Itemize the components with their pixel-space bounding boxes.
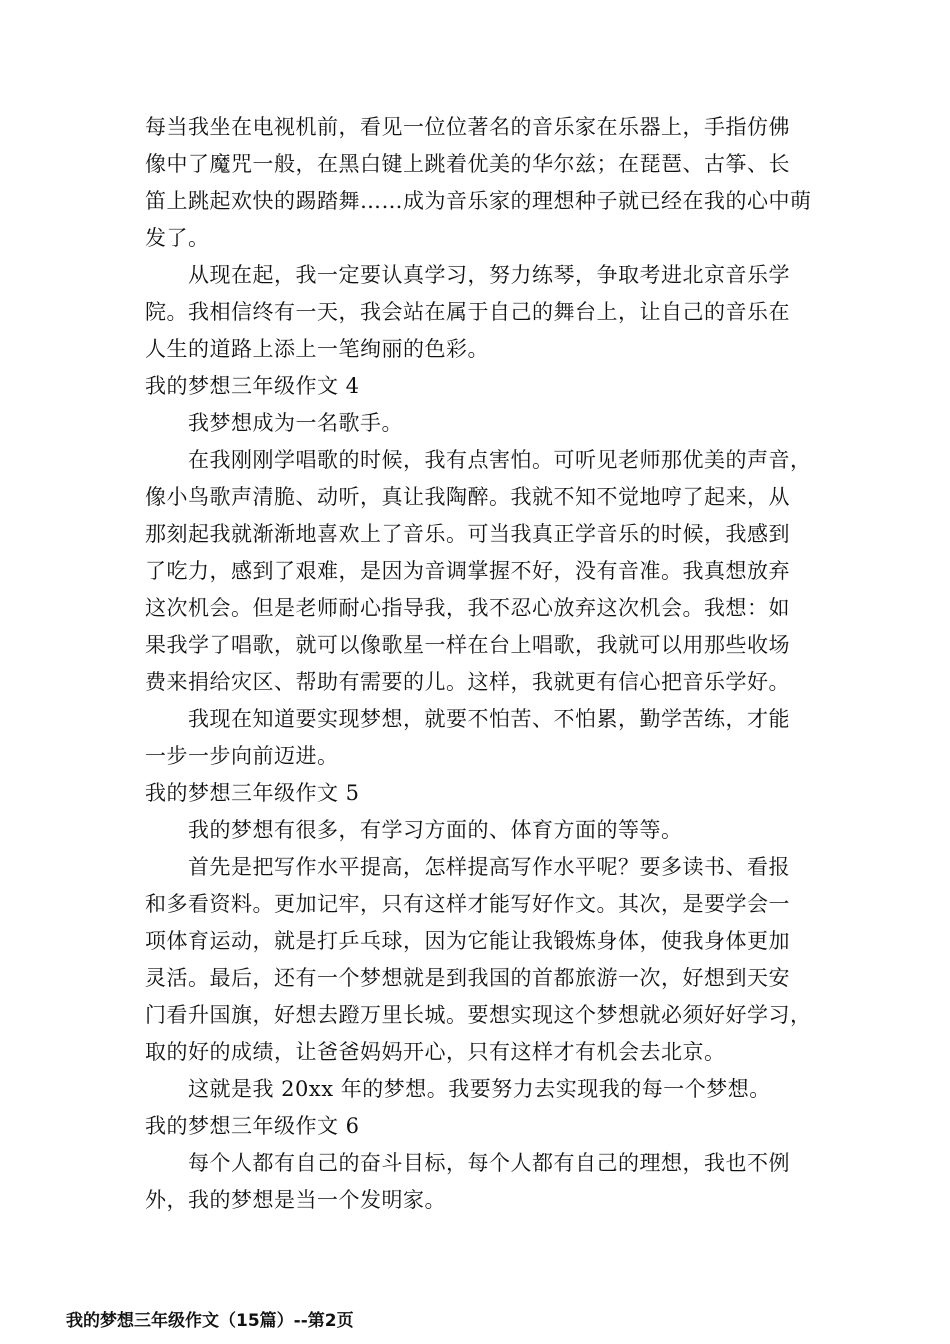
text-line: 笛上跳起欢快的踢踏舞……成为音乐家的理想种子就已经在我的心中萌 [145, 189, 812, 213]
text-line: 这次机会。但是老师耐心指导我，我不忍心放弃这次机会。我想：如 [145, 596, 790, 620]
page-footer: 我的梦想三年级作文（15篇）--第2页 [66, 1311, 354, 1331]
text-line: 果我学了唱歌，就可以像歌星一样在台上唱歌，我就可以用那些收场 [145, 633, 790, 657]
text-line: 像中了魔咒一般，在黑白键上跳着优美的华尔兹；在琵琶、古筝、长 [145, 152, 790, 176]
text-line: 这就是我 20xx 年的梦想。我要努力去实现我的每一个梦想。 [188, 1077, 771, 1101]
text-line: 像小鸟歌声清脆、动听，真让我陶醉。我就不知不觉地哼了起来，从 [145, 485, 790, 509]
text-line: 我现在知道要实现梦想，就要不怕苦、不怕累，勤学苦练，才能 [188, 707, 790, 731]
text-line: 我梦想成为一名歌手。 [188, 411, 403, 435]
text-line: 门看升国旗，好想去蹬万里长城。要想实现这个梦想就必须好好学习， [145, 1003, 812, 1027]
text-line: 了吃力，感到了艰难，是因为音调掌握不好，没有音准。我真想放弃 [145, 559, 790, 583]
text-line: 在我刚刚学唱歌的时候，我有点害怕。可听见老师那优美的声音， [188, 448, 812, 472]
text-line: 外，我的梦想是当一个发明家。 [145, 1188, 446, 1212]
section-heading: 我的梦想三年级作文 5 [145, 781, 360, 805]
text-line: 每个人都有自己的奋斗目标，每个人都有自己的理想，我也不例 [188, 1151, 790, 1175]
text-line: 取的好的成绩，让爸爸妈妈开心，只有这样才有机会去北京。 [145, 1040, 726, 1064]
text-line: 和多看资料。更加记牢，只有这样才能写好作文。其次，是要学会一 [145, 892, 790, 916]
text-line: 那刻起我就渐渐地喜欢上了音乐。可当我真正学音乐的时候，我感到 [145, 522, 790, 546]
text-line: 人生的道路上添上一笔绚丽的色彩。 [145, 337, 489, 361]
text-line: 我的梦想有很多，有学习方面的、体育方面的等等。 [188, 818, 683, 842]
section-heading: 我的梦想三年级作文 6 [145, 1114, 360, 1138]
text-line: 灵活。最后，还有一个梦想就是到我国的首都旅游一次，好想到天安 [145, 966, 790, 990]
text-line: 一步一步向前迈进。 [145, 744, 339, 768]
text-line: 发了。 [145, 226, 210, 250]
text-line: 从现在起，我一定要认真学习，努力练琴，争取考进北京音乐学 [188, 263, 790, 287]
text-line: 项体育运动，就是打乒乓球，因为它能让我锻炼身体，使我身体更加 [145, 929, 790, 953]
text-line: 首先是把写作水平提高，怎样提高写作水平呢？要多读书、看报 [188, 855, 790, 879]
text-line: 费来捐给灾区、帮助有需要的儿。这样，我就更有信心把音乐学好。 [145, 670, 790, 694]
text-line: 每当我坐在电视机前，看见一位位著名的音乐家在乐器上，手指仿佛 [145, 115, 790, 139]
text-line: 院。我相信终有一天，我会站在属于自己的舞台上，让自己的音乐在 [145, 300, 790, 324]
section-heading: 我的梦想三年级作文 4 [145, 374, 360, 398]
